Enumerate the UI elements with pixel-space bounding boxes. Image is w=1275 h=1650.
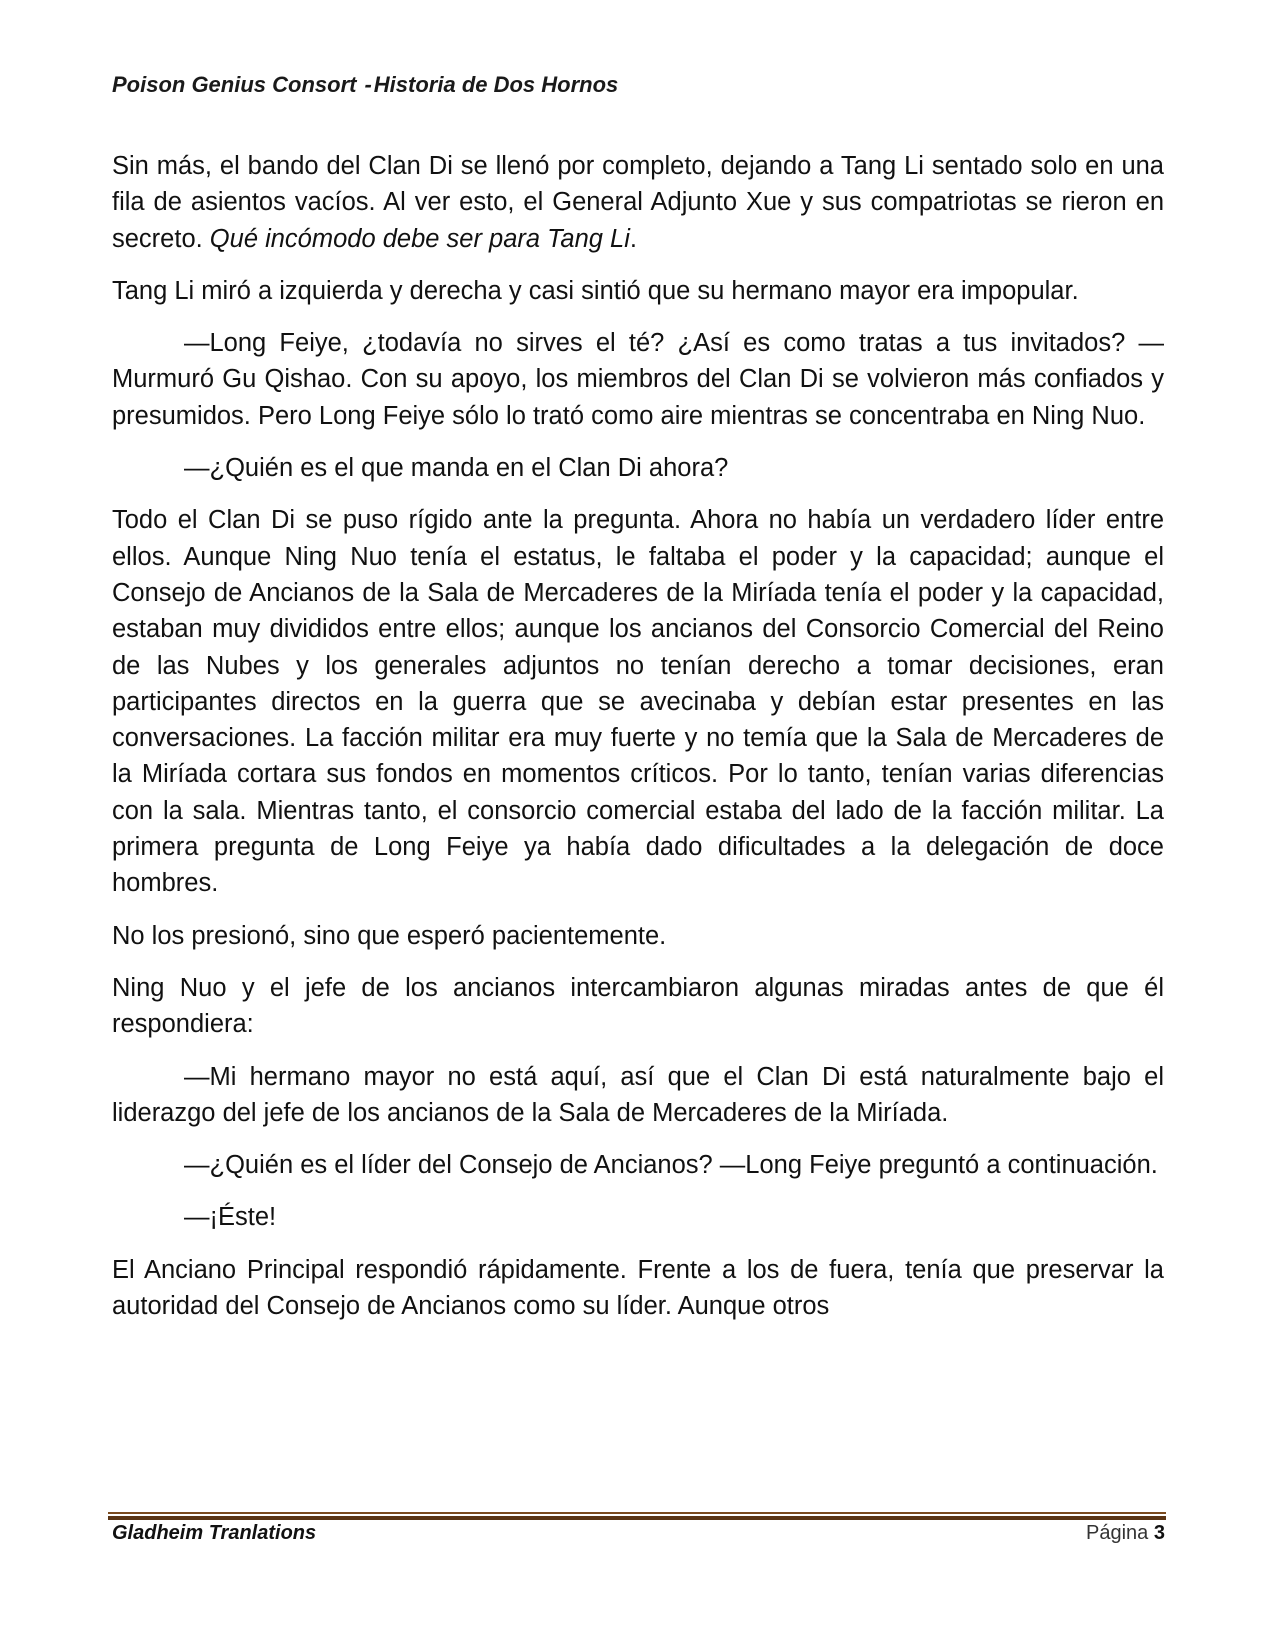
footer-credit: Gladheim Tranlations: [112, 1522, 317, 1544]
footer-divider-thick: [108, 1516, 1166, 1520]
chapter-title: Historia de Dos Hornos: [373, 72, 619, 97]
paragraph-6: No los presionó, sino que esperó pacientemente.: [112, 921, 667, 950]
paragraph-11: El Anciano Principal respondió rápidamente. Frente a los de fuera, tenía que preservar la autoridad del Consejo de Ancianos como su líder. Aunque otros: [112, 1255, 1164, 1321]
paragraph-tail: .: [629, 224, 637, 253]
page-number: 3: [1153, 1522, 1165, 1544]
italic-thought: Qué incómodo debe ser para Tang Li: [209, 224, 630, 253]
paragraph-8: —Mi hermano mayor no está aquí, así que el Clan Di está naturalmente bajo el liderazgo del jefe de los ancianos de la Sala de Mercaderes de la Miríada.: [112, 1062, 1164, 1127]
footer-divider: [108, 1512, 1166, 1520]
paragraph-3: —Long Feiye, ¿todavía no sirves el té? ¿Así es como tratas a tus invitados? —Murmuró Gu Qishao. Con su apoyo, los miembros del Clan Di se volvieron más confiados y presumidos. Pero Long Feiye sólo lo trató como aire mientras se concentraba en Ning Nuo.: [112, 329, 1164, 430]
running-header: [112, 72, 618, 98]
page-label: Página: [1086, 1522, 1149, 1544]
paragraph-5: Todo el Clan Di se puso rígido ante la pregunta. Ahora no había un verdadero líder entre ellos. Aunque Ning Nuo tenía el estatus, le faltaba el poder y la capacidad; aunque el Consejo de Ancianos de la Sala de Mercaderes de la Miríada tenía el poder y la capacidad, estaban muy divididos entre ellos; aunque los ancianos del Consorcio Comercial del Reino de las Nubes y los generales adjuntos no tenían derecho a tomar decisiones, eran participantes directos en la guerra que se avecinaba y debían estar presentes en las conversaciones. La facción militar era muy fuerte y no temía que la Sala de Mercaderes de la Miríada cortara sus fondos en momentos críticos. Por lo tanto, tenían varias diferencias con la sala. Mientras tanto, el consorcio comercial estaba del lado de la facción militar. La primera pregunta de Long Feiye ya había dado dificultades a la delegación de doce hombres.: [112, 506, 1164, 898]
paragraph-text: Sin más, el bando del Clan Di se llenó por completo, dejando a Tang Li sentado solo en una fila de asientos vacíos. Al ver esto, el General Adjunto Xue y sus compatriotas se rieron en secreto.: [112, 152, 1164, 253]
header-separator: -: [364, 72, 372, 97]
page-body: [112, 148, 1164, 1324]
paragraph-4: —¿Quién es el que manda en el Clan Di ahora?: [184, 454, 729, 483]
paragraph-1: [112, 148, 1164, 257]
book-title: Poison Genius Consort: [112, 72, 357, 97]
footer-divider-thin: [108, 1512, 1166, 1514]
page-number-footer: [1086, 1522, 1165, 1545]
paragraph-7: Ning Nuo y el jefe de los ancianos intercambiaron algunas miradas antes de que él respondiera:: [112, 973, 1164, 1039]
paragraph-2: Tang Li miró a izquierda y derecha y casi sintió que su hermano mayor era impopular.: [112, 276, 1079, 305]
paragraph-9: —¿Quién es el líder del Consejo de Ancianos? —Long Feiye preguntó a continuación.: [184, 1151, 1158, 1180]
paragraph-10: —¡Éste!: [184, 1203, 277, 1232]
